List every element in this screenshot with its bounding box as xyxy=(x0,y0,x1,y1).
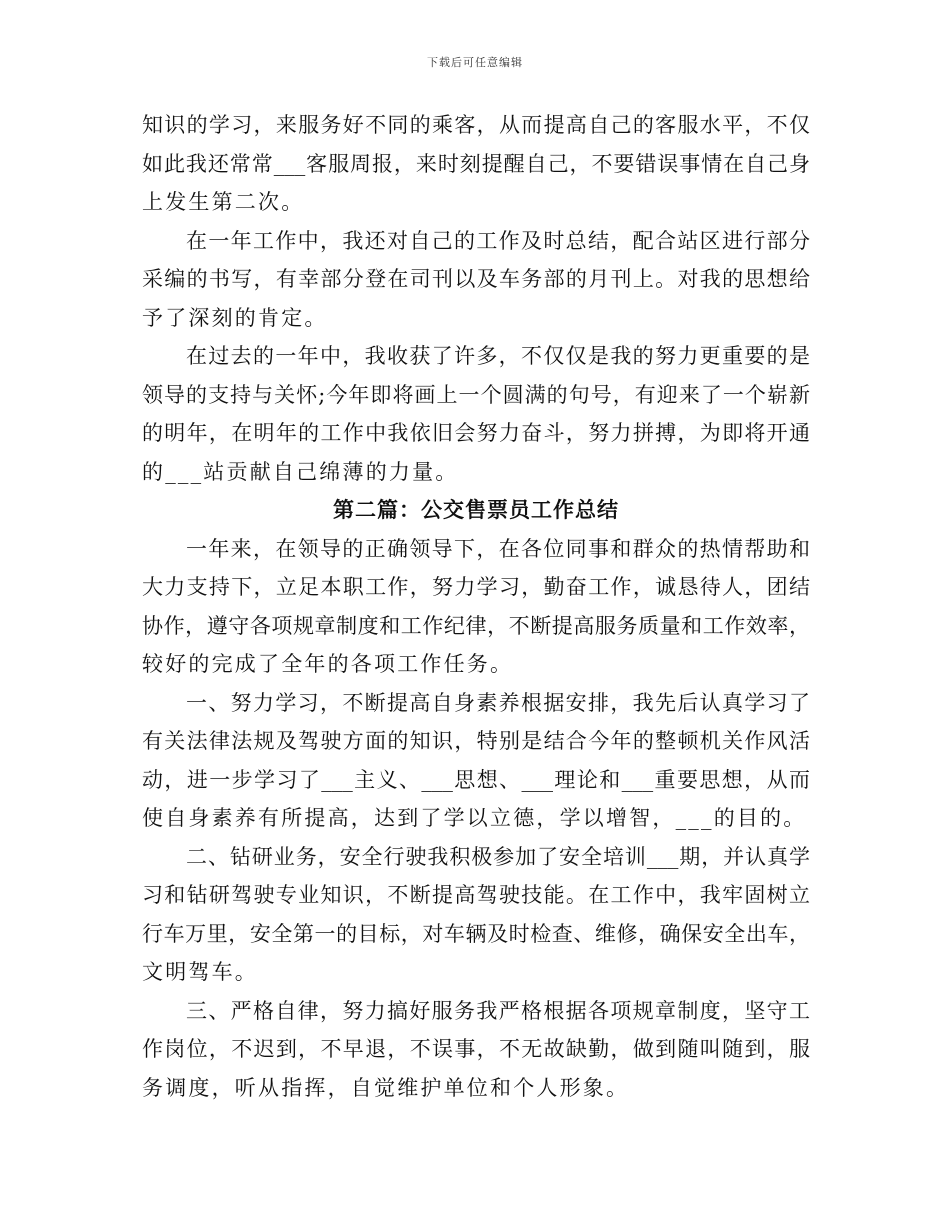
text-line: 的明年，在明年的工作中我依旧会努力奋斗，努力拼搏，为即将开通 xyxy=(142,421,810,445)
text-line: 上发生第二次。 xyxy=(142,190,305,214)
text-line: 务调度，听从指挥，自觉维护单位和个人形象。 xyxy=(142,1075,630,1100)
text-line: 习和钻研驾驶专业知识，不断提高驾驶技能。在工作中，我牢固树立 xyxy=(142,883,810,907)
text-line: 协作，遵守各项规章制度和工作纪律，不断提高服务质量和工作效率， xyxy=(142,613,810,638)
text-line: 知识的学习，来服务好不同的乘客，从而提高自己的客服水平，不仅 xyxy=(142,113,810,137)
text-line: 采编的书写，有幸部分登在司刊以及车务部的月刊上。对我的思想给 xyxy=(142,267,810,291)
paragraph-6 xyxy=(142,838,810,992)
text-line: 在一年工作中，我还对自己的工作及时总结，配合站区进行部分 xyxy=(186,228,810,253)
document-body xyxy=(142,106,810,1107)
text-line: 文明驾车。 xyxy=(142,960,258,984)
section-title: 第二篇：公交售票员工作总结 xyxy=(333,497,619,522)
text-line: 领导的支持与关怀;今年即将画上一个圆满的句号，有迎来了一个崭新 xyxy=(142,382,810,407)
header-note: 下载后可任意编辑 xyxy=(427,56,523,69)
paragraph-5 xyxy=(142,684,810,838)
text-line: 大力支持下，立足本职工作，努力学习，勤奋工作，诚恳待人，团结 xyxy=(142,575,810,599)
text-line: 动，进一步学习了___主义、___思想、___理论和___重要思想，从而 xyxy=(142,767,810,792)
text-line: 一、努力学习，不断提高自身素养根据安排，我先后认真学习了 xyxy=(186,690,810,715)
text-line: 使自身素养有所提高，达到了学以立德，学以增智，___的目的。 xyxy=(142,806,807,830)
paragraph-4 xyxy=(142,530,810,684)
text-line: 行车万里，安全第一的目标，对车辆及时检查、维修，确保安全出车， xyxy=(142,921,810,946)
text-line: 予了深刻的肯定。 xyxy=(142,305,328,330)
text-line: 如此我还常常___客服周报，来时刻提醒自己，不要错误事情在自己身 xyxy=(142,151,810,176)
text-line: 有关法律法规及驾驶方面的知识，特别是结合今年的整顿机关作风活 xyxy=(142,729,810,753)
text-line: 的___站贡献自己绵薄的力量。 xyxy=(142,459,459,484)
text-line: 作岗位，不迟到，不早退，不误事，不无故缺勤，做到随叫随到，服 xyxy=(142,1037,810,1061)
text-line: 一年来，在领导的正确领导下，在各位同事和群众的热情帮助和 xyxy=(186,536,810,561)
text-line: 在过去的一年中，我收获了许多，不仅仅是我的努力更重要的是 xyxy=(186,344,810,368)
paragraph-1 xyxy=(142,106,810,222)
paragraph-7 xyxy=(142,992,810,1108)
text-line: 三、严格自律，努力搞好服务我严格根据各项规章制度，坚守工 xyxy=(186,998,810,1023)
paragraph-2 xyxy=(142,222,810,338)
text-line: 较好的完成了全年的各项工作任务。 xyxy=(142,652,514,676)
paragraph-3 xyxy=(142,337,810,491)
text-line: 二、钻研业务，安全行驶我积极参加了安全培训___期，并认真学 xyxy=(186,844,810,869)
